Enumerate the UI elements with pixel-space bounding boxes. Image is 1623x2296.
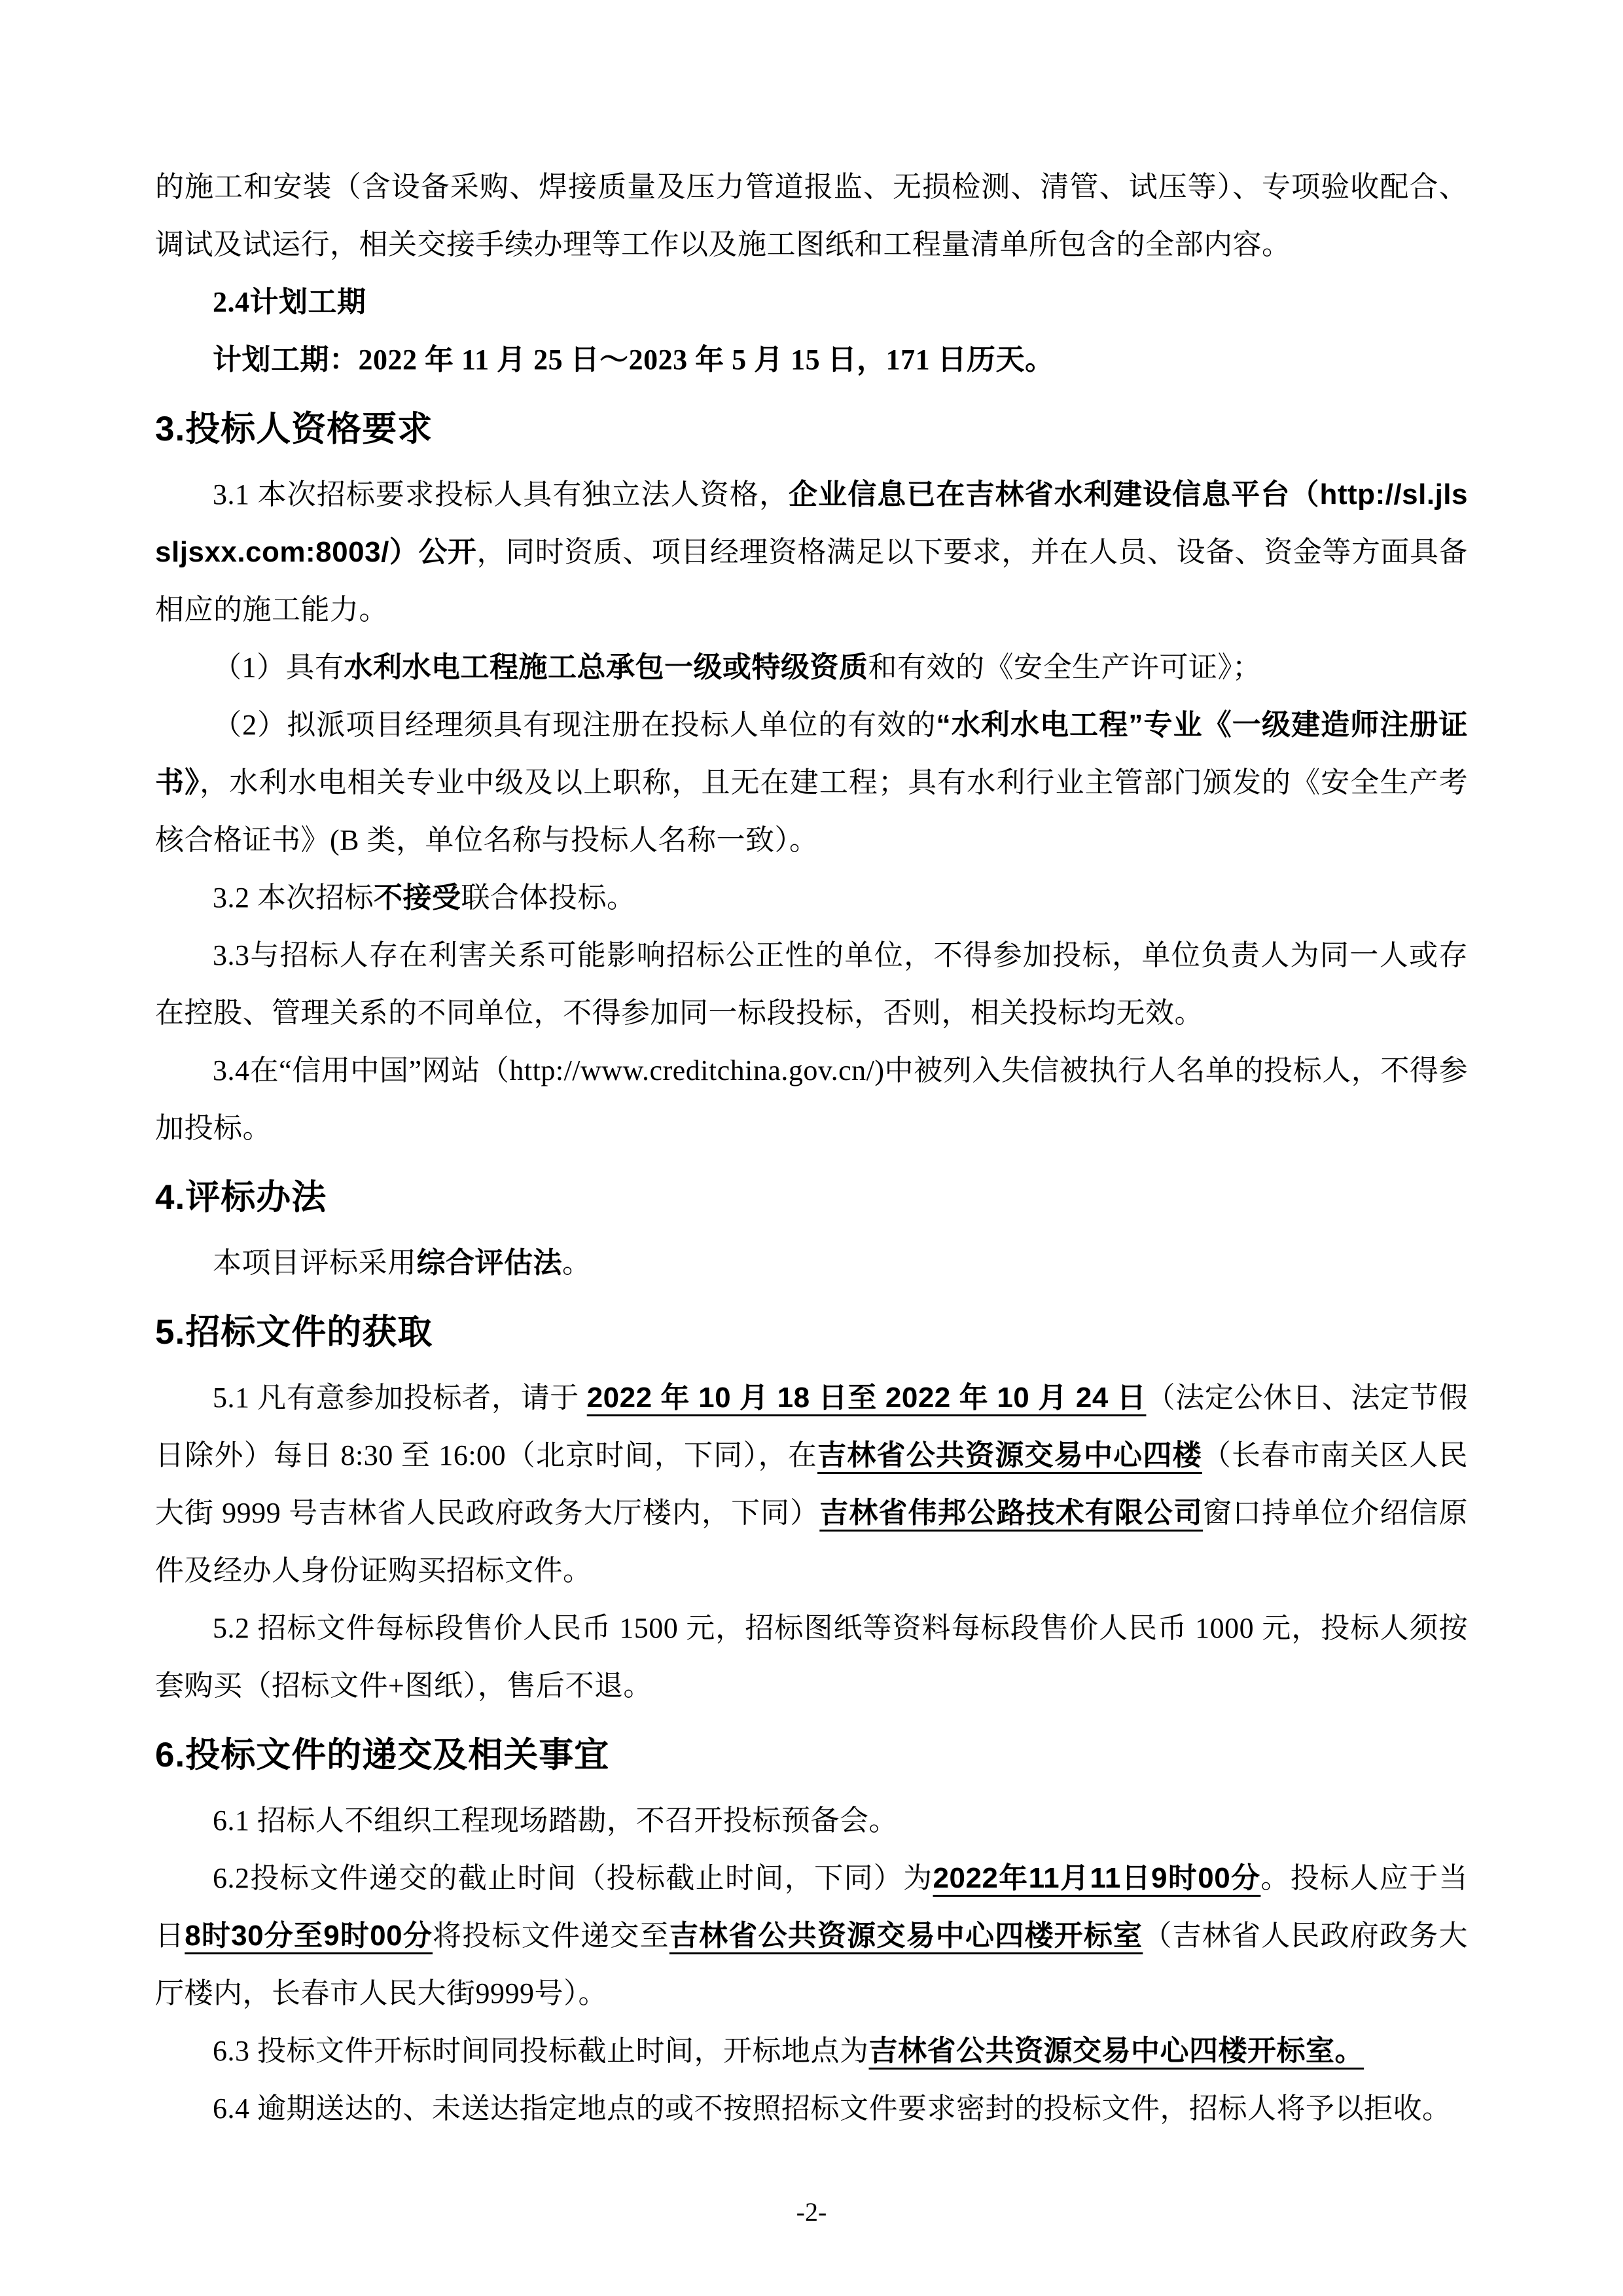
- para-3-4: [155, 1042, 1468, 1157]
- text-run: 和有效的《安全生产许可证》；: [868, 651, 1262, 683]
- heading-text: 4.评标办法: [155, 1178, 327, 1217]
- text-run: （2）拟派项目经理须具有现注册在投标人单位的有效的: [213, 709, 936, 741]
- text-run: ，同时资质、项目经理资格满足以下要求，并在人员、设备、资金等方面具备相应的施工能力。: [155, 536, 1469, 626]
- heading-3-bidder-qualification: [155, 406, 1468, 453]
- heading-text: 3.投标人资格要求: [155, 410, 433, 448]
- text-run: （长春市南关区人民大街 9999 号吉林省人民政府政务大厅楼内，下同）: [155, 1439, 1468, 1529]
- para-6-4: [155, 2080, 1468, 2138]
- text-run: 窗口持单位介绍信原件及经办人身份证购买招标文件。: [155, 1497, 1469, 1587]
- para-3-1: [155, 466, 1468, 639]
- para-6-2: [155, 1850, 1468, 2022]
- heading-text: 5.招标文件的获取: [155, 1313, 433, 1352]
- text-run: （吉林省人民政府政务大厅楼内，长春市人民大街9999号）。: [155, 1920, 1469, 2009]
- heading-text: 6.投标文件的递交及相关事宜: [155, 1736, 610, 1774]
- para-4-evaluation: [155, 1234, 1468, 1292]
- page-number: -2-: [796, 2197, 827, 2227]
- heading-5-obtain-documents: [155, 1309, 1468, 1356]
- text-run: 6.1 招标人不组织工程现场踏勘，不召开投标预备会。: [213, 1804, 898, 1837]
- para-scope-continuation: [155, 158, 1468, 274]
- emphasized-text: 水利水电工程施工总承包一级或特级资质: [344, 651, 868, 683]
- text-run: （1）具有: [213, 651, 344, 683]
- text-run: 将投标文件递交至: [433, 1920, 669, 1952]
- para-2-4-plan-period-dates: [155, 331, 1468, 389]
- text-run: 3.1 本次招标要求投标人具有独立法人资格，: [213, 478, 789, 511]
- para-3-3: [155, 927, 1468, 1042]
- emphasized-underlined-text: 吉林省公共资源交易中心四楼开标室。: [868, 2035, 1364, 2067]
- text-run: 的施工和安装（含设备采购、焊接质量及压力管道报监、无损检测、清管、试压等）、专项验收配合、调试及试运行，相关交接手续办理等工作以及施工图纸和工程量清单所包含的全部内容。: [155, 171, 1468, 260]
- emphasized-underlined-text: 吉林省公共资源交易中心四楼开标室: [669, 1920, 1143, 1952]
- emphasized-text: 企业信息已在吉林省水利建设信息平台（http://sl.jlssljsxx.com:8003/）公开: [155, 478, 1469, 568]
- text-run: 联合体投标。: [461, 882, 636, 914]
- text-run: 3.3与招标人存在利害关系可能影响招标公正性的单位，不得参加投标，单位负责人为同一人或存在控股、管理关系的不同单位，不得参加同一标段投标，否则，相关投标均无效。: [155, 939, 1468, 1029]
- text-run: 本项目评标采用: [213, 1247, 417, 1279]
- text-run: 3.2 本次招标: [213, 882, 374, 914]
- para-2-4-plan-period-title: [155, 274, 1468, 331]
- para-6-3: [155, 2022, 1468, 2080]
- emphasized-underlined-text: 2022年11月11日9时00分: [933, 1862, 1261, 1894]
- emphasized-underlined-text: 吉林省伟邦公路技术有限公司: [819, 1497, 1204, 1529]
- para-3-2: [155, 869, 1468, 927]
- text-run: 6.2投标文件递交的截止时间（投标截止时间，下同）为: [213, 1862, 933, 1894]
- para-3-1-item-2: [155, 696, 1468, 869]
- para-6-1: [155, 1792, 1468, 1850]
- text-run: 5.2 招标文件每标段售价人民币 1500 元，招标图纸等资料每标段售价人民币 1000 元，投标人须按套购买（招标文件+图纸），售后不退。: [155, 1612, 1468, 1702]
- text-run: 6.3 投标文件开标时间同投标截止时间，开标地点为: [213, 2035, 869, 2067]
- document-content: [155, 158, 1468, 2138]
- text-run: 。: [562, 1247, 592, 1279]
- emphasized-underlined-text: 吉林省公共资源交易中心四楼: [817, 1439, 1202, 1471]
- emphasized-text: 综合评估法: [416, 1247, 562, 1279]
- text-run: 6.4 逾期送达的、未送达指定地点的或不按照招标文件要求密封的投标文件，招标人将予以拒收。: [213, 2092, 1452, 2125]
- para-5-2: [155, 1600, 1468, 1715]
- para-5-1: [155, 1369, 1468, 1600]
- emphasized-text: 2.4计划工期: [213, 286, 366, 318]
- emphasized-text: 不接受: [374, 882, 461, 914]
- text-run: （法定公休日、法定节假日除外）每日 8:30 至 16:00（北京时间，下同），在: [155, 1382, 1469, 1471]
- emphasized-text: 计划工期：2022 年 11 月 25 日～2023 年 5 月 15 日，171 日历天。: [213, 344, 1054, 376]
- text-run: 。投标人应于当日: [155, 1862, 1469, 1952]
- para-3-1-item-1: [155, 639, 1468, 696]
- heading-6-submission: [155, 1732, 1468, 1779]
- emphasized-underlined-text: 8时30分至9时00分: [185, 1920, 433, 1952]
- text-run: 3.4在“信用中国”网站（http://www.creditchina.gov.cn/)中被列入失信被执行人名单的投标人，不得参加投标。: [155, 1054, 1468, 1144]
- heading-4-evaluation-method: [155, 1174, 1468, 1221]
- emphasized-text: “水利水电工程”专业《一级建造师注册证书》: [155, 709, 1469, 798]
- emphasized-underlined-text: 2022 年 10 月 18 日至 2022 年 10 月 24 日: [586, 1382, 1147, 1414]
- text-run: 5.1 凡有意参加投标者，请于: [213, 1382, 587, 1414]
- text-run: ，水利水电相关专业中级及以上职称，且无在建工程；具有水利行业主管部门颁发的《安全生产考核合格证书》(B 类，单位名称与投标人名称一致）。: [155, 766, 1469, 856]
